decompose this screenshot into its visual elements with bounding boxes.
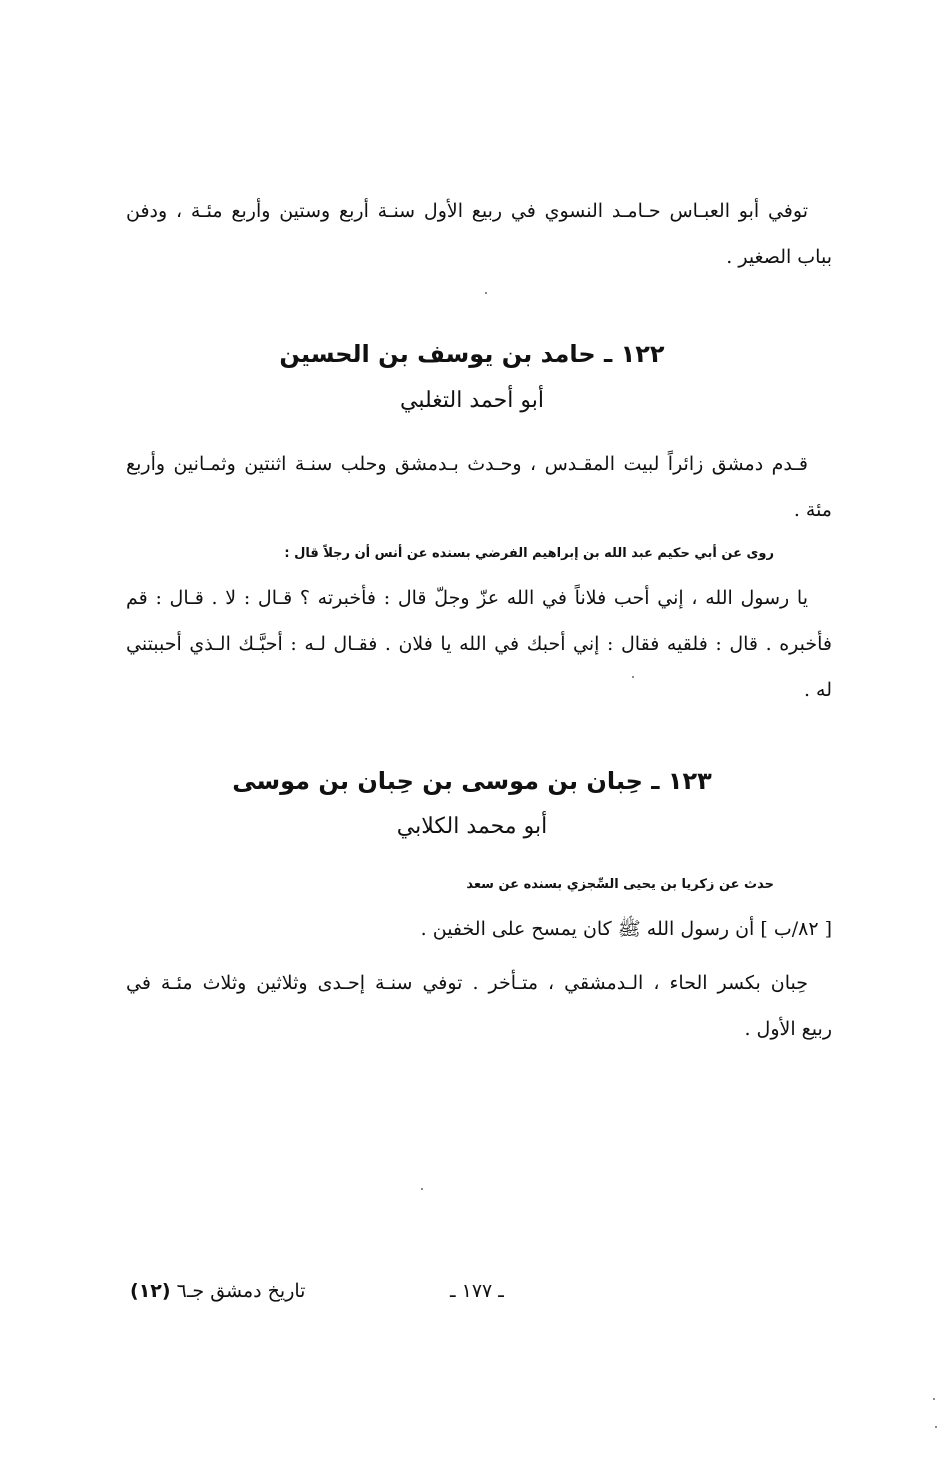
entry-122-body-line-2: مئة . xyxy=(793,499,832,521)
opening-line-1: توفي أبو العبـاس حـامـد النسوي في ربيع الأول سنـة أربع وستين وأربع مئـة ، ودفن xyxy=(126,200,808,222)
footer-volume-number: (١٢) xyxy=(130,1280,171,1302)
entry-122-body-line-1: قـدم دمشق زائراً لبيت المقـدس ، وحـدث بـدمشق وحلب سنـة اثنتين وثمـانين وأربع xyxy=(126,453,808,475)
footer-book-reference xyxy=(130,1280,305,1302)
scan-speck xyxy=(485,292,487,294)
entry-123-title: ١٢٣ ـ حِبان بن موسى بن حِبان بن موسى xyxy=(232,767,712,795)
entry-122-body xyxy=(126,441,832,533)
entry-123-body-line-1: حِبان بكسر الحاء ، الـدمشقي ، متـأخر . توفي سنـة إحـدى وثلاثين وثلاث مئـة في xyxy=(126,972,808,994)
entry-122-hadith-line-3: له . xyxy=(803,679,832,701)
entry-122-subtitle: أبو أحمد التغلبي xyxy=(400,388,544,413)
opening-paragraph xyxy=(126,188,832,280)
entry-123-subtitle: أبو محمد الكلابي xyxy=(396,814,548,839)
entry-122-title: ١٢٢ ـ حامد بن يوسف بن الحسين xyxy=(279,340,665,368)
scan-speck xyxy=(421,1188,423,1190)
entry-122-isnad: روى عن أبي حكيم عبد الله بن إبراهيم الفرضي بسنده عن أنس أن رجلاً قال : xyxy=(284,546,774,561)
entry-123-body-line-2: ربيع الأول . xyxy=(744,1018,832,1040)
entry-123-body xyxy=(126,960,832,1052)
scan-speck xyxy=(935,1426,937,1428)
page-footer xyxy=(0,1280,944,1310)
entry-123-isnad: حدث عن زكريا بن يحيى السِّجزي بسنده عن سعد xyxy=(466,877,774,892)
footer-book-title: تاريخ دمشق جـ٦ xyxy=(176,1280,306,1302)
entry-122-hadith-line-2: فأخبره . قال : فلقيه فقال : إني أحبك في الله يا فلان . فقـال لـه : أحبَّـك الـذي أحببتني xyxy=(126,633,832,655)
entry-122-hadith xyxy=(126,575,832,713)
scan-speck xyxy=(632,676,634,678)
scan-speck xyxy=(933,1398,935,1400)
entry-123-hadith xyxy=(126,906,832,952)
entry-123-hadith-line: [ ٨٢/ب ] أن رسول الله ﷺ كان يمسح على الخفين . xyxy=(420,918,832,940)
entry-122-hadith-line-1: يا رسول الله ، إني أحب فلاناً في الله عزّ وجلّ قال : فأخبرته ؟ قـال : لا . قـال : قم xyxy=(126,587,808,609)
footer-page-number: ـ ١٧٧ ـ xyxy=(450,1280,504,1302)
opening-line-2: بباب الصغير . xyxy=(726,246,832,268)
